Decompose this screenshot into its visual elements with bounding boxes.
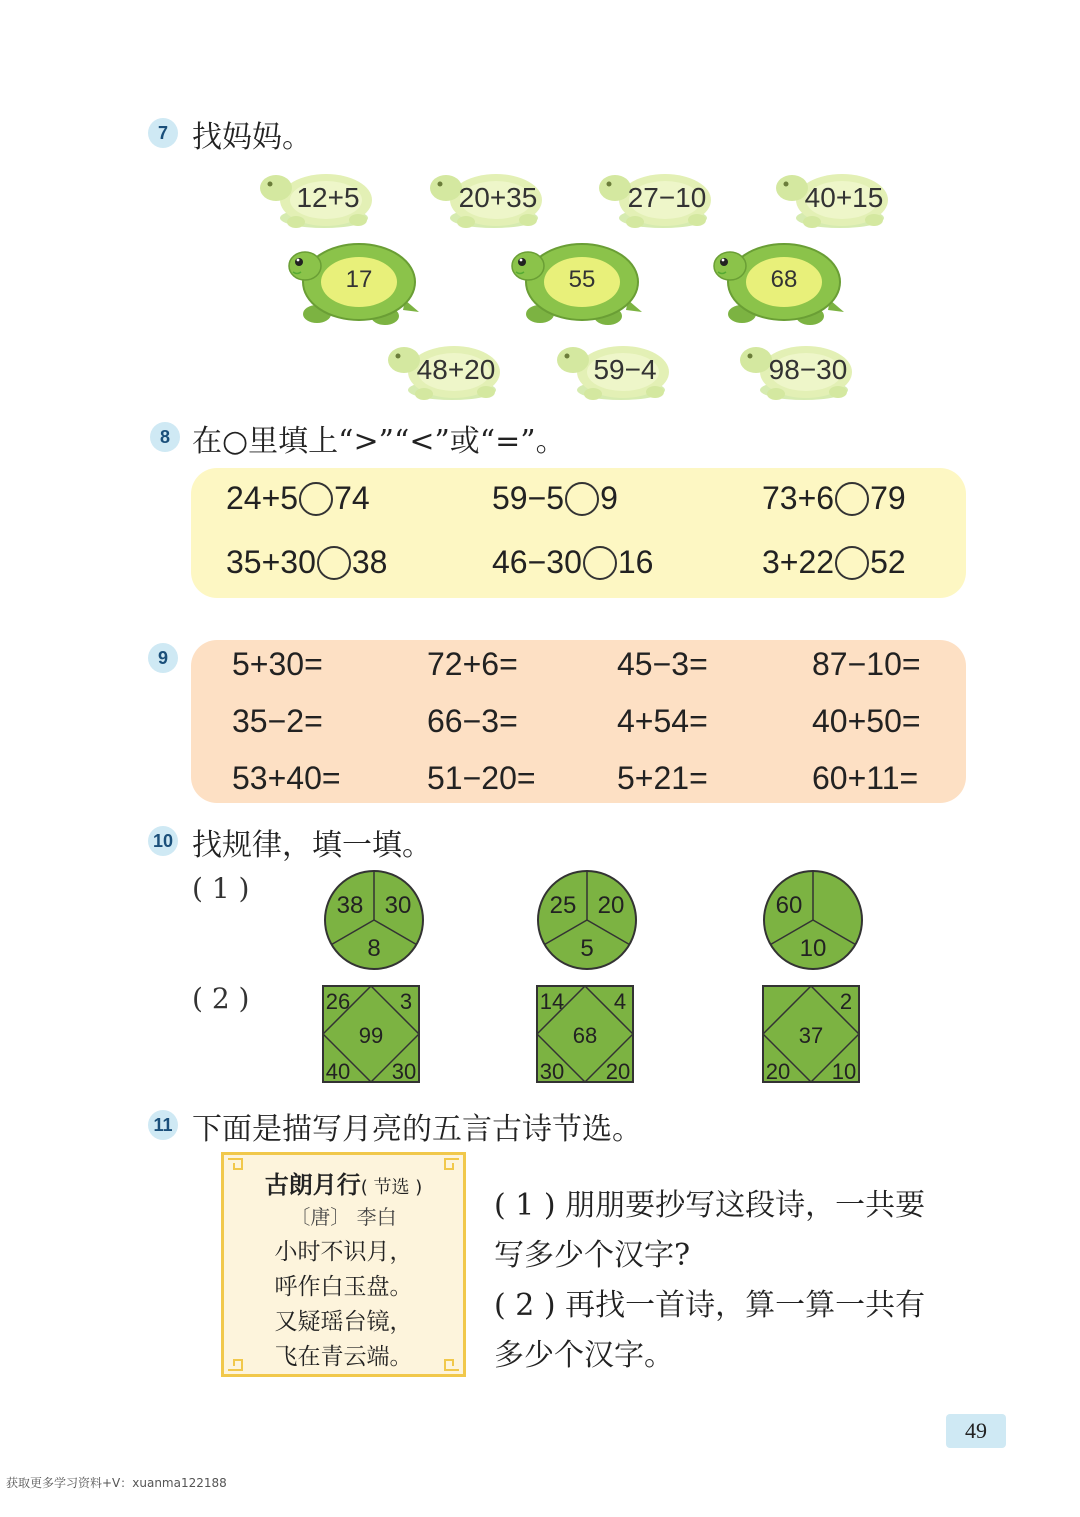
pattern-circle-2 bbox=[534, 870, 640, 970]
circle-value-right: 20 bbox=[597, 892, 625, 919]
poem-title: 古朗月行 bbox=[264, 1171, 361, 1199]
comparison-item bbox=[226, 480, 370, 517]
calculation-item[interactable]: 53+40= bbox=[232, 760, 341, 796]
calculation-item[interactable]: 45−3= bbox=[617, 646, 708, 682]
baby-turtle-1[interactable] bbox=[258, 162, 378, 236]
comparison-left: 24+5 bbox=[226, 480, 299, 516]
poem-line-1: 小时不识月， bbox=[274, 1239, 413, 1265]
circle-value-bottom: 5 bbox=[580, 935, 594, 962]
calculation-item[interactable]: 5+21= bbox=[617, 760, 708, 796]
question-number-7: 7 bbox=[148, 118, 178, 148]
mother-turtle-number: 55 bbox=[568, 266, 596, 293]
square-value-center: 99 bbox=[358, 1023, 384, 1048]
square-value-top-right: 4 bbox=[613, 989, 627, 1014]
mother-turtle-1[interactable] bbox=[287, 238, 422, 332]
answer-circle[interactable] bbox=[299, 482, 333, 516]
baby-turtle-expression: 98−30 bbox=[768, 354, 848, 385]
answer-circle[interactable] bbox=[583, 546, 617, 580]
pattern-square-3 bbox=[762, 985, 860, 1083]
part-1-label: ( 1 ) bbox=[192, 872, 250, 905]
square-value-bottom-right: 30 bbox=[391, 1059, 417, 1083]
square-value-bottom-left: 20 bbox=[765, 1059, 791, 1083]
sub-question-1-line-1: ( 1 ) 朋朋要抄写这段诗，一共要 bbox=[494, 1188, 926, 1223]
calculation-item[interactable]: 5+30= bbox=[232, 646, 323, 682]
calculation-item[interactable]: 51−20= bbox=[427, 760, 536, 796]
answer-circle[interactable] bbox=[835, 482, 869, 516]
circle-value-right: 30 bbox=[384, 892, 412, 919]
answer-circle[interactable] bbox=[835, 546, 869, 580]
square-value-top-left: 26 bbox=[325, 989, 351, 1014]
baby-turtle-expression: 48+20 bbox=[416, 354, 496, 385]
sub-question-2-line-1: ( 2 ) 再找一首诗，算一算一共有 bbox=[494, 1288, 926, 1323]
calculation-item[interactable]: 66−3= bbox=[427, 703, 518, 739]
question-number-8: 8 bbox=[150, 422, 180, 452]
pattern-circle-1 bbox=[321, 870, 427, 970]
question-number-11: 11 bbox=[148, 1110, 178, 1140]
square-value-bottom-left: 40 bbox=[325, 1059, 351, 1083]
comparison-left: 3+22 bbox=[762, 544, 835, 580]
comparison-right: 16 bbox=[617, 544, 654, 580]
mother-turtle-number: 17 bbox=[345, 266, 373, 293]
square-value-bottom-right: 10 bbox=[831, 1059, 857, 1083]
mother-turtle-2[interactable] bbox=[510, 238, 645, 332]
mother-turtle-number: 68 bbox=[770, 266, 798, 293]
baby-turtle-bottom-2[interactable] bbox=[555, 334, 675, 408]
baby-turtle-4[interactable] bbox=[774, 162, 894, 236]
part-2-label: ( 2 ) bbox=[192, 982, 250, 1015]
mother-turtle-3[interactable] bbox=[712, 238, 847, 332]
baby-turtle-expression: 12+5 bbox=[296, 182, 360, 213]
comparison-left: 73+6 bbox=[762, 480, 835, 516]
pattern-circle-3 bbox=[760, 870, 866, 970]
comparison-right: 52 bbox=[870, 544, 906, 580]
comparison-right: 74 bbox=[334, 480, 370, 516]
poem-title-note: ( 节选 ) bbox=[360, 1177, 423, 1198]
comparison-right: 79 bbox=[870, 480, 906, 516]
comparison-left: 59−5 bbox=[492, 480, 565, 516]
question-10-title: 找规律，填一填。 bbox=[192, 828, 432, 863]
square-value-center: 37 bbox=[798, 1023, 824, 1048]
baby-turtle-bottom-3[interactable] bbox=[738, 334, 858, 408]
square-value-bottom-right: 20 bbox=[605, 1059, 631, 1083]
comparison-item bbox=[492, 480, 618, 517]
comparison-item bbox=[762, 544, 906, 581]
baby-turtle-expression: 40+15 bbox=[804, 182, 884, 213]
question-7-title: 找妈妈。 bbox=[192, 120, 312, 155]
calculation-item[interactable]: 87−10= bbox=[812, 646, 921, 682]
calculation-item[interactable]: 40+50= bbox=[812, 703, 921, 739]
square-value-top-right: 3 bbox=[399, 989, 413, 1014]
circle-value-left: 25 bbox=[549, 892, 577, 919]
square-value-center: 68 bbox=[572, 1023, 598, 1048]
answer-circle[interactable] bbox=[565, 482, 599, 516]
poem-card bbox=[221, 1152, 466, 1377]
comparison-item bbox=[226, 544, 387, 581]
comparison-item bbox=[492, 544, 653, 581]
comparison-left: 35+30 bbox=[226, 544, 316, 580]
baby-turtle-3[interactable] bbox=[597, 162, 717, 236]
circle-value-left: 38 bbox=[336, 892, 364, 919]
square-value-top-left: 14 bbox=[539, 989, 565, 1014]
poem-line-2: 呼作白玉盘。 bbox=[274, 1274, 413, 1300]
question-number-10: 10 bbox=[148, 826, 178, 856]
calculation-item[interactable]: 35−2= bbox=[232, 703, 323, 739]
question-number-9: 9 bbox=[148, 643, 178, 673]
baby-turtle-expression: 27−10 bbox=[627, 182, 707, 213]
baby-turtle-expression: 20+35 bbox=[458, 182, 538, 213]
circle-value-bottom: 8 bbox=[367, 935, 381, 962]
comparison-right: 38 bbox=[351, 544, 388, 580]
baby-turtle-bottom-1[interactable] bbox=[386, 334, 506, 408]
answer-circle[interactable] bbox=[317, 546, 351, 580]
sub-question-1-line-2: 写多少个汉字? bbox=[494, 1238, 691, 1273]
comparison-right: 9 bbox=[600, 480, 618, 516]
question-8-title: 在○里填上“>”“<”或“=”。 bbox=[192, 424, 566, 459]
comparison-item bbox=[762, 480, 906, 517]
poem-line-3: 又疑瑶台镜， bbox=[274, 1309, 413, 1335]
page-number: 49 bbox=[946, 1414, 1006, 1448]
calculation-item[interactable]: 4+54= bbox=[617, 703, 708, 739]
pattern-square-2 bbox=[536, 985, 634, 1083]
footer-note: 获取更多学习资料+V：xuanma122188 bbox=[6, 1476, 227, 1490]
baby-turtle-expression: 59−4 bbox=[593, 354, 657, 385]
calculation-item[interactable]: 72+6= bbox=[427, 646, 518, 682]
square-value-bottom-left: 30 bbox=[539, 1059, 565, 1083]
sub-question-2-line-2: 多少个汉字。 bbox=[494, 1338, 674, 1373]
poem-line-4: 飞在青云端。 bbox=[274, 1344, 413, 1370]
circle-value-bottom: 10 bbox=[799, 935, 827, 962]
baby-turtle-2[interactable] bbox=[428, 162, 548, 236]
calculation-item[interactable]: 60+11= bbox=[812, 760, 919, 796]
pattern-square-1 bbox=[322, 985, 420, 1083]
square-value-top-right: 2 bbox=[839, 989, 853, 1014]
circle-value-left: 60 bbox=[775, 892, 803, 919]
poem-author: 〔唐〕 李白 bbox=[290, 1205, 397, 1229]
comparison-left: 46−30 bbox=[492, 544, 582, 580]
question-11-title: 下面是描写月亮的五言古诗节选。 bbox=[192, 1112, 642, 1147]
